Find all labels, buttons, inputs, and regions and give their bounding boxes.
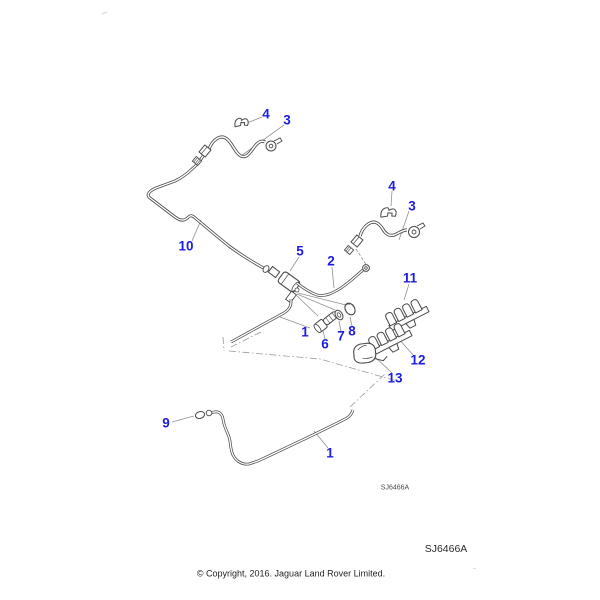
callout-9[interactable]: 9	[162, 415, 170, 431]
callout-13[interactable]: 13	[387, 370, 403, 386]
callout-7[interactable]: 7	[337, 328, 345, 344]
callout-11[interactable]: 11	[402, 270, 418, 286]
connector-union-5	[262, 265, 301, 303]
callout-3-upper[interactable]: 3	[283, 112, 291, 128]
callout-4-right[interactable]: 4	[388, 178, 396, 194]
callout-4-upper[interactable]: 4	[262, 106, 270, 122]
diagram-code-inline: SJ6466A	[380, 484, 410, 492]
diagram-code-footer: SJ6466A	[424, 542, 468, 555]
callout-6[interactable]: 6	[321, 336, 329, 352]
hose-clip-4-right	[379, 206, 397, 219]
copyright-text: © Copyright, 2016. Jaguar Land Rover Limited.	[196, 568, 386, 579]
brake-pipe-10	[148, 153, 267, 270]
callout-10[interactable]: 10	[178, 238, 194, 254]
callout-1-upper[interactable]: 1	[301, 324, 309, 340]
callout-8[interactable]: 8	[348, 323, 356, 339]
callout-3-right[interactable]: 3	[408, 198, 416, 214]
callout-12[interactable]: 12	[410, 352, 426, 368]
seal-8	[343, 301, 357, 316]
registration-mark-top	[102, 12, 107, 14]
callout-2[interactable]: 2	[327, 253, 335, 269]
hose-assembly-3-upper	[192, 137, 282, 166]
registration-mark-bottom	[473, 568, 476, 569]
callout-1-lower[interactable]: 1	[326, 445, 334, 461]
callout-5[interactable]: 5	[296, 243, 304, 259]
pipe-cap-9	[195, 411, 206, 420]
brake-pipe-1-upper	[231, 299, 291, 342]
hose-clip-4-upper	[233, 116, 249, 128]
